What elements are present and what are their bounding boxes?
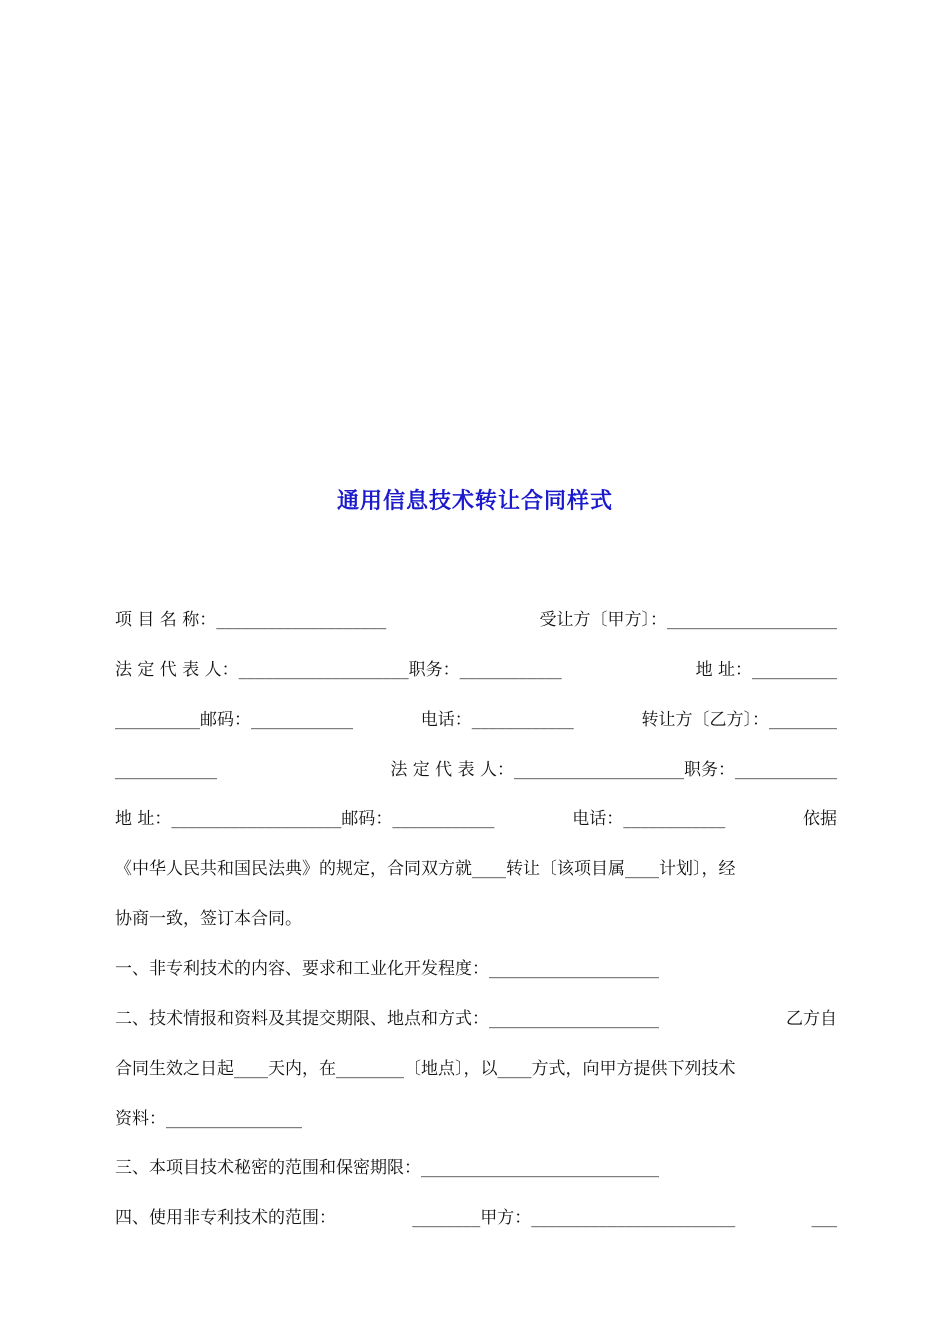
contract-line-3-segment: 电话：____________ <box>420 710 574 730</box>
contract-line-1-segment: 受让方〔甲方〕：____________________ <box>539 610 837 630</box>
contract-line-13 <box>115 1206 837 1230</box>
contract-line-9-segment: 二、技术情报和资料及其提交期限、地点和方式：____________________ <box>115 1009 659 1029</box>
document-title: 通用信息技术转让合同样式 <box>336 489 613 514</box>
contract-line-8-segment: 一、非专利技术的内容、要求和工业化开发程度：____________________ <box>115 959 659 979</box>
contract-line-4-segment: ____________ <box>115 760 217 780</box>
contract-line-9 <box>115 1007 837 1031</box>
contract-line-8 <box>115 957 837 981</box>
contract-line-4 <box>115 758 837 782</box>
contract-line-2 <box>115 658 837 682</box>
contract-line-3 <box>115 708 837 732</box>
contract-line-9-segment: 乙方自 <box>786 1009 837 1029</box>
contract-line-10 <box>115 1057 837 1081</box>
contract-line-7-segment: 协商一致，签订本合同。 <box>115 909 302 929</box>
contract-line-10-segment: 合同生效之日起____天内，在________〔地点〕，以____方式，向甲方提供下列技术 <box>115 1059 736 1079</box>
contract-line-5-segment: 依据 <box>803 809 837 829</box>
contract-line-5 <box>115 807 837 831</box>
contract-line-5-segment: 地 址：____________________邮码：____________ <box>115 809 495 829</box>
contract-line-12 <box>115 1156 837 1180</box>
contract-line-2-segment: 法 定 代 表 人：____________________职务：____________ <box>115 660 562 680</box>
contract-line-1 <box>115 608 837 632</box>
contract-line-6-segment: 《中华人民共和国民法典》的规定，合同双方就____转让〔该项目属____计划〕，经 <box>115 859 736 879</box>
contract-line-6 <box>115 857 837 881</box>
contract-line-2-segment: 地 址：__________ <box>695 660 837 680</box>
contract-line-11 <box>115 1107 837 1131</box>
contract-line-11-segment: 资料：________________ <box>115 1109 302 1129</box>
contract-line-13-segment: 四、使用非专利技术的范围： <box>115 1208 336 1228</box>
contract-line-5-segment: 电话：____________ <box>572 809 726 829</box>
contract-line-12-segment: 三、本项目技术秘密的范围和保密期限：____________________________ <box>115 1158 659 1178</box>
contract-line-3-segment: 转让方〔乙方〕：________ <box>641 710 837 730</box>
contract-line-1-segment: 项 目 名 称：____________________ <box>115 610 387 630</box>
contract-line-13-segment: ________甲方：________________________ <box>412 1208 736 1228</box>
contract-line-3-segment: __________邮码：____________ <box>115 710 353 730</box>
contract-line-7 <box>115 907 837 931</box>
contract-line-4-segment: 法 定 代 表 人：____________________职务：____________ <box>390 760 837 780</box>
contract-line-13-segment: ___ <box>811 1208 837 1228</box>
